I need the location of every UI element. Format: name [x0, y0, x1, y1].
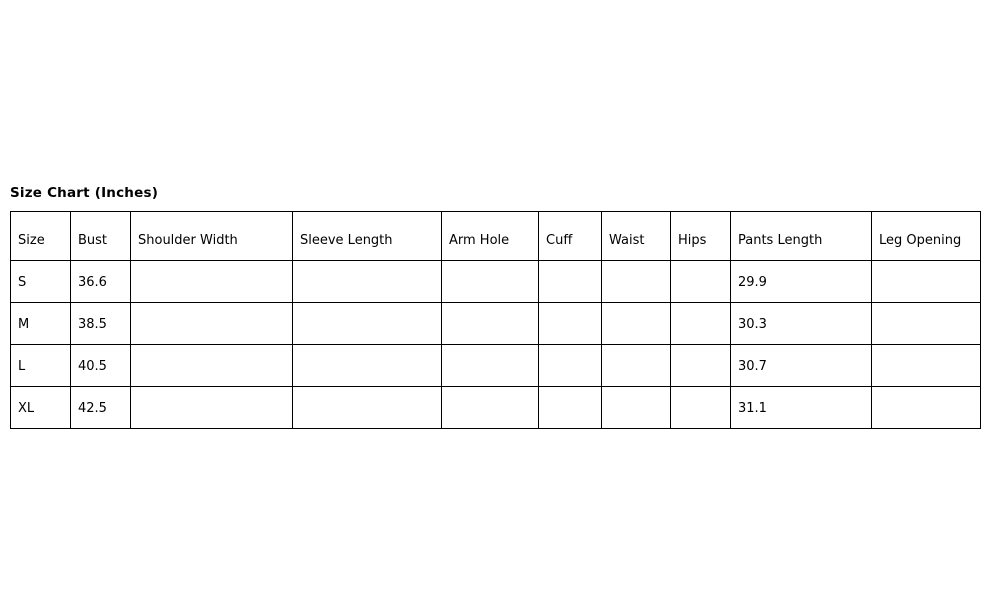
table-cell — [602, 261, 671, 303]
table-cell — [442, 387, 539, 429]
table-cell — [602, 345, 671, 387]
header-pants-length: Pants Length — [731, 212, 872, 261]
header-shoulder-width: Shoulder Width — [131, 212, 293, 261]
table-cell — [293, 261, 442, 303]
table-cell — [671, 345, 731, 387]
table-cell — [131, 387, 293, 429]
table-cell — [293, 303, 442, 345]
table-cell: 40.5 — [71, 345, 131, 387]
size-chart-table — [10, 211, 981, 429]
table-cell: 42.5 — [71, 387, 131, 429]
table-cell — [131, 261, 293, 303]
row-label: S — [11, 261, 71, 303]
table-cell — [442, 345, 539, 387]
table-cell: 36.6 — [71, 261, 131, 303]
header-waist: Waist — [602, 212, 671, 261]
header-sleeve-length: Sleeve Length — [293, 212, 442, 261]
header-hips: Hips — [671, 212, 731, 261]
table-cell — [539, 387, 602, 429]
header-cuff: Cuff — [539, 212, 602, 261]
table-cell — [442, 261, 539, 303]
row-label: XL — [11, 387, 71, 429]
table-cell: 38.5 — [71, 303, 131, 345]
table-cell — [539, 303, 602, 345]
table-cell — [671, 261, 731, 303]
header-leg-opening: Leg Opening — [872, 212, 981, 261]
table-cell — [602, 387, 671, 429]
table-row — [11, 303, 981, 345]
table-cell — [539, 345, 602, 387]
table-cell: 30.3 — [731, 303, 872, 345]
table-row — [11, 261, 981, 303]
table-cell — [872, 345, 981, 387]
table-cell: 31.1 — [731, 387, 872, 429]
table-cell — [131, 345, 293, 387]
header-arm-hole: Arm Hole — [442, 212, 539, 261]
table-row — [11, 387, 981, 429]
table-cell — [293, 345, 442, 387]
table-cell — [872, 387, 981, 429]
table-cell — [872, 261, 981, 303]
page-title: Size Chart (Inches) — [10, 185, 159, 201]
table-row — [11, 345, 981, 387]
table-cell — [539, 261, 602, 303]
table-cell — [442, 303, 539, 345]
row-label: L — [11, 345, 71, 387]
table-cell — [293, 387, 442, 429]
table-header-row — [11, 212, 981, 261]
header-bust: Bust — [71, 212, 131, 261]
table-cell: 29.9 — [731, 261, 872, 303]
table-cell — [671, 387, 731, 429]
table-cell: 30.7 — [731, 345, 872, 387]
header-size: Size — [11, 212, 71, 261]
table-cell — [131, 303, 293, 345]
table-cell — [872, 303, 981, 345]
table-cell — [602, 303, 671, 345]
table-cell — [671, 303, 731, 345]
row-label: M — [11, 303, 71, 345]
